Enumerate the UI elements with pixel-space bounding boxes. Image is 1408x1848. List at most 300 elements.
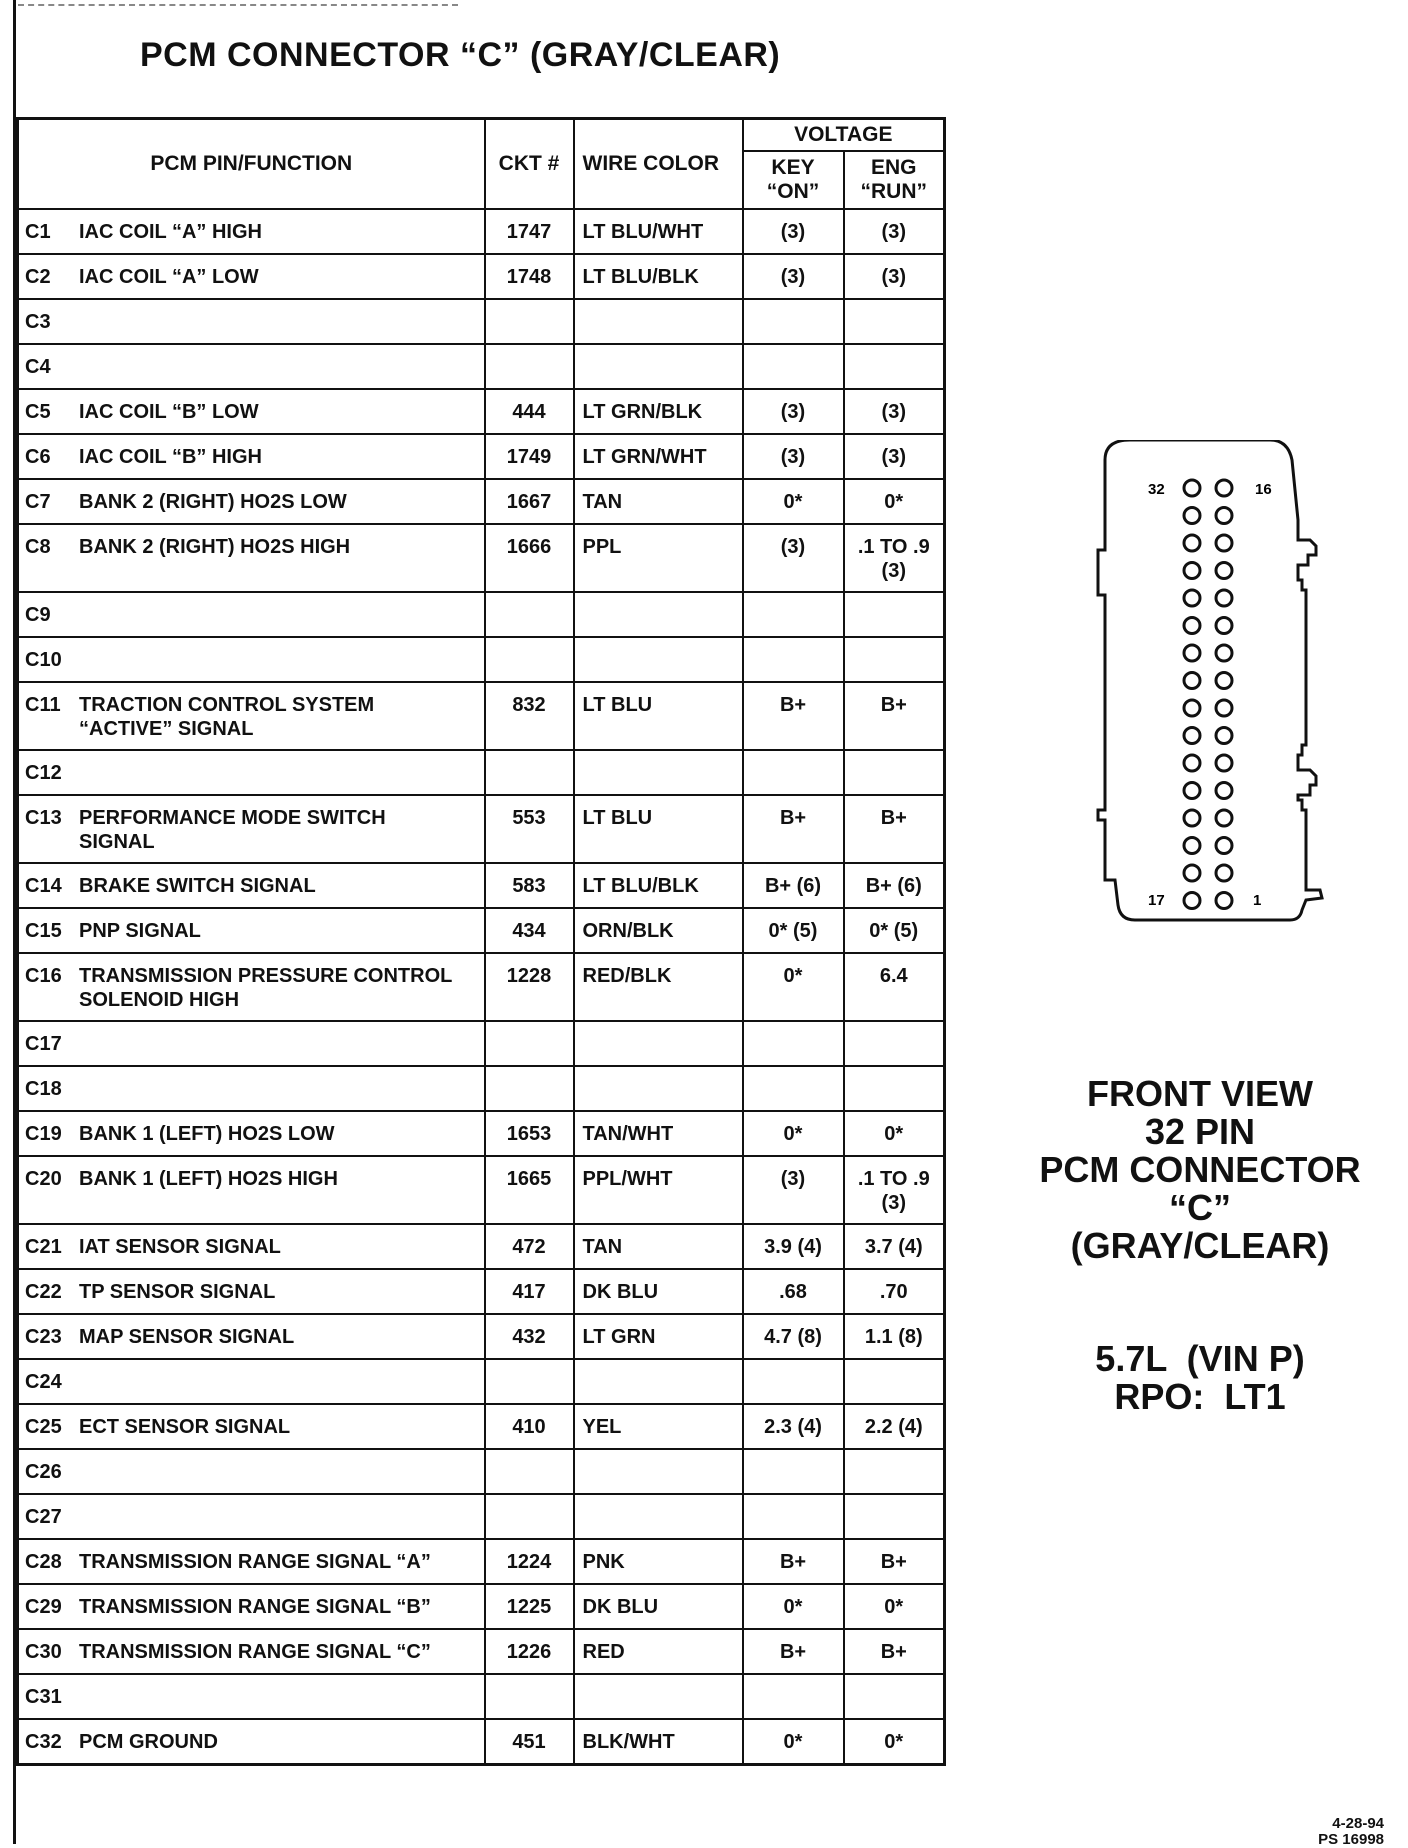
table-row xyxy=(18,1584,945,1629)
caption-line: 32 PIN xyxy=(1144,1111,1256,1152)
pin-function: BANK 1 (LEFT) HO2S HIGH xyxy=(79,1168,338,1190)
wire-color: RED xyxy=(574,1629,743,1674)
wire-color: LT BLU xyxy=(574,795,743,863)
pin-number: C20 xyxy=(25,1168,62,1190)
voltage-eng-run xyxy=(844,592,945,637)
header-voltage: VOLTAGE xyxy=(743,119,945,152)
connector-pin xyxy=(1184,645,1200,661)
voltage-key-on xyxy=(743,299,844,344)
voltage-key-on: (3) xyxy=(743,389,844,434)
header-ckt: CKT # xyxy=(485,119,574,210)
voltage-eng-run: 1.1 (8) xyxy=(844,1314,945,1359)
wire-color: TAN xyxy=(574,479,743,524)
ckt-number xyxy=(485,1021,574,1066)
table-row xyxy=(18,389,945,434)
ckt-number: 472 xyxy=(485,1224,574,1269)
table-row xyxy=(18,1224,945,1269)
connector-pin xyxy=(1216,535,1232,551)
ckt-number: 434 xyxy=(485,908,574,953)
wire-color: DK BLU xyxy=(574,1584,743,1629)
table-row xyxy=(18,1629,945,1674)
voltage-key-on xyxy=(743,1494,844,1539)
pin-function-cell xyxy=(18,592,485,637)
pin-function-cell xyxy=(18,1314,485,1359)
label-pin-16: 16 xyxy=(1255,481,1272,498)
caption-line: PCM CONNECTOR xyxy=(1039,1149,1361,1190)
connector-pin xyxy=(1184,618,1200,634)
wire-color: LT BLU xyxy=(574,682,743,750)
pin-function-cell xyxy=(18,344,485,389)
voltage-key-on: 0* xyxy=(743,479,844,524)
ckt-number: 1748 xyxy=(485,254,574,299)
pin-function: TRANSMISSION PRESSURE CONTROL SOLENOID HIGH xyxy=(79,965,453,1011)
voltage-eng-run: B+ xyxy=(844,795,945,863)
connector-pin xyxy=(1216,893,1232,909)
pin-table xyxy=(16,117,946,1766)
label-pin-17: 17 xyxy=(1148,892,1165,909)
voltage-eng-run xyxy=(844,1066,945,1111)
engine-line: RPO: LT1 xyxy=(1114,1376,1286,1417)
ckt-number: 1228 xyxy=(485,953,574,1021)
voltage-key-on: (3) xyxy=(743,254,844,299)
pin-function: ECT SENSOR SIGNAL xyxy=(79,1416,291,1438)
pin-function-cell xyxy=(18,1066,485,1111)
voltage-eng-run: 0* xyxy=(844,479,945,524)
pin-number: C9 xyxy=(25,604,51,626)
pin-function-cell xyxy=(18,1021,485,1066)
connector-pin xyxy=(1216,755,1232,771)
table-row xyxy=(18,637,945,682)
ckt-number: 1747 xyxy=(485,209,574,254)
table-row xyxy=(18,1269,945,1314)
pin-function-cell xyxy=(18,682,485,750)
voltage-eng-run xyxy=(844,1021,945,1066)
pin-function: TRACTION CONTROL SYSTEM “ACTIVE” SIGNAL xyxy=(79,694,375,740)
connector-pin xyxy=(1184,700,1200,716)
pin-function: MAP SENSOR SIGNAL xyxy=(79,1326,295,1348)
pin-number: C17 xyxy=(25,1033,62,1055)
pin-function-cell xyxy=(18,434,485,479)
pin-function: PCM GROUND xyxy=(79,1731,218,1753)
voltage-eng-run: (3) xyxy=(844,434,945,479)
pin-number: C2 xyxy=(25,266,51,288)
engine-caption xyxy=(1010,1340,1390,1416)
caption-line: “C” xyxy=(1169,1187,1231,1228)
pin-function-cell xyxy=(18,1224,485,1269)
wire-color: LT GRN xyxy=(574,1314,743,1359)
voltage-eng-run xyxy=(844,299,945,344)
table-row xyxy=(18,795,945,863)
pin-number: C19 xyxy=(25,1123,62,1145)
wire-color: LT BLU/WHT xyxy=(574,209,743,254)
voltage-eng-run: 6.4 xyxy=(844,953,945,1021)
connector-pin xyxy=(1184,590,1200,606)
wire-color: BLK/WHT xyxy=(574,1719,743,1764)
connector-pin xyxy=(1184,810,1200,826)
pin-function-cell xyxy=(18,209,485,254)
voltage-key-on: 4.7 (8) xyxy=(743,1314,844,1359)
connector-diagram xyxy=(1020,440,1380,1045)
pin-table-body xyxy=(18,209,945,1764)
voltage-key-on: (3) xyxy=(743,209,844,254)
voltage-eng-run: B+ xyxy=(844,1539,945,1584)
ckt-number xyxy=(485,592,574,637)
voltage-eng-run: B+ (6) xyxy=(844,863,945,908)
pin-function-cell xyxy=(18,750,485,795)
ckt-number: 1653 xyxy=(485,1111,574,1156)
ckt-number xyxy=(485,1359,574,1404)
ckt-number xyxy=(485,750,574,795)
pin-function-cell xyxy=(18,299,485,344)
voltage-key-on: 3.9 (4) xyxy=(743,1224,844,1269)
wire-color xyxy=(574,1359,743,1404)
pin-function: TRANSMISSION RANGE SIGNAL “B” xyxy=(79,1596,431,1618)
voltage-key-on: B+ xyxy=(743,1629,844,1674)
table-row xyxy=(18,479,945,524)
table-row xyxy=(18,863,945,908)
voltage-eng-run: 2.2 (4) xyxy=(844,1404,945,1449)
pin-function-cell xyxy=(18,908,485,953)
voltage-key-on: (3) xyxy=(743,434,844,479)
voltage-eng-run xyxy=(844,344,945,389)
ckt-number: 583 xyxy=(485,863,574,908)
pin-number: C25 xyxy=(25,1416,62,1438)
voltage-key-on xyxy=(743,1066,844,1111)
wire-color: YEL xyxy=(574,1404,743,1449)
wire-color: TAN/WHT xyxy=(574,1111,743,1156)
connector-front-view-drawing xyxy=(1020,440,1380,1040)
table-row xyxy=(18,682,945,750)
wire-color xyxy=(574,299,743,344)
header-wire-color: WIRE COLOR xyxy=(574,119,743,210)
voltage-eng-run: B+ xyxy=(844,682,945,750)
table-row xyxy=(18,592,945,637)
footer-date: 4-28-94 xyxy=(1332,1815,1384,1832)
connector-pin xyxy=(1216,783,1232,799)
table-row xyxy=(18,1021,945,1066)
pin-function: PNP SIGNAL xyxy=(79,920,201,942)
wire-color xyxy=(574,1494,743,1539)
voltage-eng-run: 0* xyxy=(844,1584,945,1629)
ckt-number: 410 xyxy=(485,1404,574,1449)
voltage-eng-run: 0* xyxy=(844,1719,945,1764)
ckt-number xyxy=(485,1674,574,1719)
pin-number: C29 xyxy=(25,1596,62,1618)
pin-function: BRAKE SWITCH SIGNAL xyxy=(79,875,316,897)
voltage-eng-run: 3.7 (4) xyxy=(844,1224,945,1269)
wire-color xyxy=(574,1449,743,1494)
caption-line: FRONT VIEW xyxy=(1087,1073,1313,1114)
voltage-eng-run: (3) xyxy=(844,209,945,254)
pin-function-cell xyxy=(18,1719,485,1764)
table-row xyxy=(18,1449,945,1494)
connector-pin xyxy=(1216,480,1232,496)
connector-pin xyxy=(1184,865,1200,881)
label-pin-1: 1 xyxy=(1253,892,1262,909)
pin-function-cell xyxy=(18,1674,485,1719)
pin-number: C27 xyxy=(25,1506,62,1528)
table-row xyxy=(18,953,945,1021)
ckt-number: 1667 xyxy=(485,479,574,524)
pin-number: C28 xyxy=(25,1551,62,1573)
pin-number: C7 xyxy=(25,491,51,513)
pin-number: C16 xyxy=(25,965,62,987)
voltage-eng-run xyxy=(844,1494,945,1539)
connector-pin xyxy=(1216,728,1232,744)
pin-number: C22 xyxy=(25,1281,62,1303)
table-row xyxy=(18,299,945,344)
pin-function: PERFORMANCE MODE SWITCH SIGNAL xyxy=(79,807,386,853)
pin-function-cell xyxy=(18,479,485,524)
wire-color: PPL xyxy=(574,524,743,592)
voltage-key-on xyxy=(743,637,844,682)
voltage-eng-run: (3) xyxy=(844,254,945,299)
voltage-key-on: 0* xyxy=(743,953,844,1021)
pin-function-cell xyxy=(18,863,485,908)
table-row xyxy=(18,434,945,479)
connector-pin xyxy=(1184,480,1200,496)
voltage-key-on: (3) xyxy=(743,524,844,592)
pin-number: C14 xyxy=(25,875,62,897)
wire-color: PPL/WHT xyxy=(574,1156,743,1224)
wire-color: DK BLU xyxy=(574,1269,743,1314)
voltage-eng-run: .1 TO .9 (3) xyxy=(844,1156,945,1224)
ckt-number: 1749 xyxy=(485,434,574,479)
connector-pin xyxy=(1216,508,1232,524)
pin-function: IAC COIL “A” HIGH xyxy=(79,221,262,243)
table-row xyxy=(18,1404,945,1449)
voltage-eng-run xyxy=(844,1449,945,1494)
pin-function: BANK 2 (RIGHT) HO2S HIGH xyxy=(79,536,351,558)
pin-function: IAT SENSOR SIGNAL xyxy=(79,1236,281,1258)
table-row xyxy=(18,1156,945,1224)
voltage-key-on: .68 xyxy=(743,1269,844,1314)
pin-number: C3 xyxy=(25,311,51,333)
voltage-key-on: B+ xyxy=(743,682,844,750)
wire-color: LT BLU/BLK xyxy=(574,254,743,299)
pin-function-cell xyxy=(18,524,485,592)
pin-number: C18 xyxy=(25,1078,62,1100)
pin-circles xyxy=(1184,480,1232,909)
voltage-key-on: B+ xyxy=(743,1539,844,1584)
connector-pin xyxy=(1216,673,1232,689)
connector-pin xyxy=(1184,838,1200,854)
pin-number: C26 xyxy=(25,1461,62,1483)
pin-number: C31 xyxy=(25,1686,62,1708)
caption-line: (GRAY/CLEAR) xyxy=(1070,1225,1330,1266)
header-eng-run: ENG “RUN” xyxy=(844,151,945,209)
connector-pin xyxy=(1184,563,1200,579)
pin-function: IAC COIL “A” LOW xyxy=(79,266,259,288)
voltage-eng-run xyxy=(844,1359,945,1404)
pin-number: C15 xyxy=(25,920,62,942)
voltage-key-on: 2.3 (4) xyxy=(743,1404,844,1449)
voltage-eng-run xyxy=(844,637,945,682)
pin-function-cell xyxy=(18,1156,485,1224)
voltage-key-on xyxy=(743,592,844,637)
table-row xyxy=(18,1314,945,1359)
connector-pin xyxy=(1184,893,1200,909)
ckt-number: 1224 xyxy=(485,1539,574,1584)
table-row xyxy=(18,750,945,795)
pin-function-cell xyxy=(18,1584,485,1629)
pin-function-cell xyxy=(18,1494,485,1539)
table-row xyxy=(18,1674,945,1719)
table-row xyxy=(18,1066,945,1111)
wire-color: LT GRN/BLK xyxy=(574,389,743,434)
wire-color xyxy=(574,750,743,795)
footer-reference xyxy=(1318,1816,1384,1848)
ckt-number: 1226 xyxy=(485,1629,574,1674)
pin-number: C10 xyxy=(25,649,62,671)
pin-number: C24 xyxy=(25,1371,62,1393)
table-row xyxy=(18,344,945,389)
wire-color: TAN xyxy=(574,1224,743,1269)
table-row xyxy=(18,254,945,299)
connector-pin xyxy=(1216,590,1232,606)
connector-pin xyxy=(1216,865,1232,881)
voltage-eng-run: .70 xyxy=(844,1269,945,1314)
pin-number: C6 xyxy=(25,446,51,468)
pin-number: C32 xyxy=(25,1731,62,1753)
pin-function-cell xyxy=(18,1539,485,1584)
table-row xyxy=(18,209,945,254)
voltage-key-on: B+ (6) xyxy=(743,863,844,908)
header-key-on: KEY “ON” xyxy=(743,151,844,209)
voltage-eng-run: 0* xyxy=(844,1111,945,1156)
pin-function-cell xyxy=(18,1404,485,1449)
wire-color: ORN/BLK xyxy=(574,908,743,953)
voltage-eng-run xyxy=(844,750,945,795)
pin-table-header xyxy=(18,119,945,210)
pin-function-cell xyxy=(18,254,485,299)
connector-pin xyxy=(1184,673,1200,689)
ckt-number xyxy=(485,1066,574,1111)
wire-color: PNK xyxy=(574,1539,743,1584)
wire-color xyxy=(574,344,743,389)
table-row xyxy=(18,1494,945,1539)
ckt-number: 1666 xyxy=(485,524,574,592)
wire-color: LT GRN/WHT xyxy=(574,434,743,479)
pin-function-cell xyxy=(18,1449,485,1494)
voltage-eng-run xyxy=(844,1674,945,1719)
pin-function-cell xyxy=(18,1629,485,1674)
voltage-key-on xyxy=(743,750,844,795)
pin-function-cell xyxy=(18,1269,485,1314)
top-dashed-rule xyxy=(18,4,458,6)
pin-function-cell xyxy=(18,1111,485,1156)
wire-color xyxy=(574,1066,743,1111)
ckt-number: 451 xyxy=(485,1719,574,1764)
voltage-key-on xyxy=(743,1449,844,1494)
voltage-key-on: 0* xyxy=(743,1719,844,1764)
ckt-number xyxy=(485,1494,574,1539)
connector-pin xyxy=(1216,810,1232,826)
voltage-eng-run: B+ xyxy=(844,1629,945,1674)
pin-function: TRANSMISSION RANGE SIGNAL “A” xyxy=(79,1551,431,1573)
ckt-number: 1665 xyxy=(485,1156,574,1224)
ckt-number: 432 xyxy=(485,1314,574,1359)
connector-pin xyxy=(1184,783,1200,799)
pin-number: C23 xyxy=(25,1326,62,1348)
voltage-key-on: 0* xyxy=(743,1584,844,1629)
pin-number: C21 xyxy=(25,1236,62,1258)
voltage-key-on xyxy=(743,1674,844,1719)
wire-color: LT BLU/BLK xyxy=(574,863,743,908)
connector-pin xyxy=(1216,838,1232,854)
connector-pin xyxy=(1184,535,1200,551)
connector-pin xyxy=(1216,700,1232,716)
connector-pin xyxy=(1216,618,1232,634)
ckt-number: 444 xyxy=(485,389,574,434)
connector-pin xyxy=(1216,645,1232,661)
connector-pin xyxy=(1184,728,1200,744)
voltage-eng-run: 0* (5) xyxy=(844,908,945,953)
ckt-number xyxy=(485,299,574,344)
voltage-key-on: B+ xyxy=(743,795,844,863)
footer-ps-number: PS 16998 xyxy=(1318,1831,1384,1848)
pin-function: TRANSMISSION RANGE SIGNAL “C” xyxy=(79,1641,431,1663)
page-title: PCM CONNECTOR “C” (GRAY/CLEAR) xyxy=(140,36,781,74)
ckt-number: 553 xyxy=(485,795,574,863)
wire-color xyxy=(574,592,743,637)
wire-color: RED/BLK xyxy=(574,953,743,1021)
pin-function: IAC COIL “B” LOW xyxy=(79,401,259,423)
voltage-eng-run: .1 TO .9 (3) xyxy=(844,524,945,592)
connector-pin xyxy=(1216,563,1232,579)
voltage-key-on xyxy=(743,1021,844,1066)
pin-function-cell xyxy=(18,1359,485,1404)
ckt-number: 832 xyxy=(485,682,574,750)
wire-color xyxy=(574,1674,743,1719)
wire-color xyxy=(574,637,743,682)
pin-number: C30 xyxy=(25,1641,62,1663)
connector-outline xyxy=(1098,440,1322,920)
voltage-key-on: 0* xyxy=(743,1111,844,1156)
table-row xyxy=(18,1719,945,1764)
voltage-key-on: (3) xyxy=(743,1156,844,1224)
ckt-number xyxy=(485,637,574,682)
pin-number: C11 xyxy=(25,694,61,716)
ckt-number: 417 xyxy=(485,1269,574,1314)
pin-number: C13 xyxy=(25,807,62,829)
connector-caption xyxy=(1010,1075,1390,1265)
voltage-eng-run: (3) xyxy=(844,389,945,434)
voltage-key-on xyxy=(743,1359,844,1404)
pin-function: BANK 1 (LEFT) HO2S LOW xyxy=(79,1123,335,1145)
wire-color xyxy=(574,1021,743,1066)
table-row xyxy=(18,1359,945,1404)
header-pin-function: PCM PIN/FUNCTION xyxy=(18,119,485,210)
table-row xyxy=(18,524,945,592)
ckt-number xyxy=(485,344,574,389)
pin-function-cell xyxy=(18,637,485,682)
pin-function: TP SENSOR SIGNAL xyxy=(79,1281,276,1303)
table-row xyxy=(18,1111,945,1156)
pin-number: C8 xyxy=(25,536,51,558)
pin-number: C5 xyxy=(25,401,51,423)
ckt-number xyxy=(485,1449,574,1494)
pin-number: C1 xyxy=(25,221,51,243)
voltage-key-on: 0* (5) xyxy=(743,908,844,953)
label-pin-32: 32 xyxy=(1148,481,1165,498)
table-row xyxy=(18,1539,945,1584)
pin-number: C12 xyxy=(25,762,62,784)
pin-number: C4 xyxy=(25,356,51,378)
table-row xyxy=(18,908,945,953)
pin-function: IAC COIL “B” HIGH xyxy=(79,446,262,468)
connector-pin xyxy=(1184,755,1200,771)
